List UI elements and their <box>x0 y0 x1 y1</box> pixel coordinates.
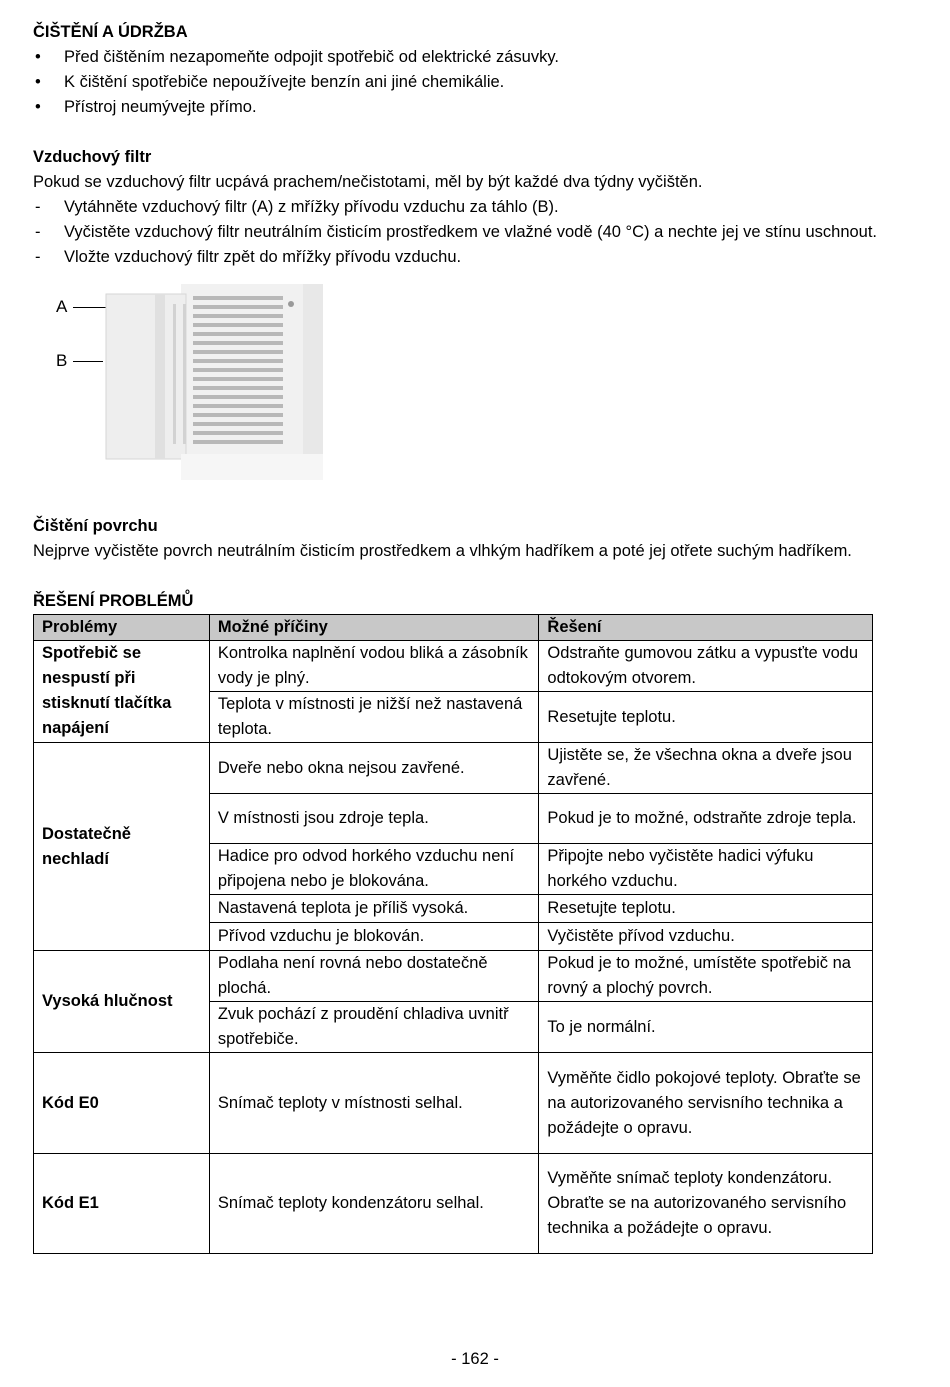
solution-cell: Pokud je to možné, odstraňte zdroje tepla. <box>539 794 873 844</box>
cleaning-bullet-list <box>33 45 898 120</box>
troubleshooting-title: ŘEŠENÍ PROBLÉMŮ <box>33 592 194 610</box>
problem-cell: Kód E0 <box>34 1053 210 1154</box>
surface-title: Čištění povrchu <box>33 517 158 535</box>
column-header: Problémy <box>34 615 210 641</box>
solution-cell: Vyměňte čidlo pokojové teploty. Obraťte se na autorizovaného servisního technika a požádejte o opravu. <box>539 1053 873 1154</box>
filter-step: - Vytáhněte vzduchový filtr (A) z mřížky přívodu vzduchu za táhlo (B). <box>33 195 898 220</box>
cause-cell: Teplota v místnosti je nižší než nastavená teplota. <box>209 692 539 743</box>
table-header-row <box>34 615 873 641</box>
cause-cell: Snímač teploty v místnosti selhal. <box>209 1053 539 1154</box>
bullet-item: • Přístroj neumývejte přímo. <box>33 95 898 120</box>
figure-label-b: B <box>56 351 68 370</box>
cause-cell: Kontrolka naplnění vodou bliká a zásobník vody je plný. <box>209 641 539 692</box>
surface-text: Nejprve vyčistěte povrch neutrálním čisticím prostředkem a vlhkým hadříkem a poté jej otřete suchým hadříkem. <box>33 542 852 560</box>
filter-steps-list <box>33 195 898 270</box>
column-header: Řešení <box>539 615 873 641</box>
page-number: - 162 - <box>451 1350 499 1368</box>
table-row <box>34 951 873 1002</box>
filter-step: - Vyčistěte vzduchový filtr neutrálním čisticím prostředkem ve vlažné vodě (40 °C) a nechte jej ve stínu uschnout. <box>33 220 898 245</box>
cause-cell: Podlaha není rovná nebo dostatečně plochá. <box>209 951 539 1002</box>
cause-cell: Dveře nebo okna nejsou zavřené. <box>209 743 539 794</box>
column-header: Možné příčiny <box>209 615 539 641</box>
solution-cell: Vyměňte snímač teploty kondenzátoru. Obraťte se na autorizovaného servisního technika a požádejte o opravu. <box>539 1154 873 1254</box>
solution-cell: Vyčistěte přívod vzduchu. <box>539 923 873 951</box>
filter-title: Vzduchový filtr <box>33 148 152 166</box>
table-row <box>34 1053 873 1154</box>
cause-cell: Snímač teploty kondenzátoru selhal. <box>209 1154 539 1254</box>
solution-cell: Resetujte teplotu. <box>539 692 873 743</box>
section-title-cleaning: ČIŠTĚNÍ A ÚDRŽBA <box>33 23 188 41</box>
table-row <box>34 743 873 794</box>
air-conditioner-grille-icon <box>103 284 333 480</box>
cause-cell: Přívod vzduchu je blokován. <box>209 923 539 951</box>
problem-cell: Kód E1 <box>34 1154 210 1254</box>
air-filter-illustration <box>33 284 333 484</box>
solution-cell: Pokud je to možné, umístěte spotřebič na rovný a plochý povrch. <box>539 951 873 1002</box>
cause-cell: Hadice pro odvod horkého vzduchu není připojena nebo je blokována. <box>209 844 539 895</box>
cause-cell: V místnosti jsou zdroje tepla. <box>209 794 539 844</box>
solution-cell: Resetujte teplotu. <box>539 895 873 923</box>
bullet-item: • Před čištěním nezapomeňte odpojit spotřebič od elektrické zásuvky. <box>33 45 898 70</box>
troubleshooting-table <box>33 614 873 1254</box>
problem-cell: Dostatečně nechladí <box>34 743 210 951</box>
problem-cell: Vysoká hlučnost <box>34 951 210 1053</box>
solution-cell: Připojte nebo vyčistěte hadici výfuku horkého vzduchu. <box>539 844 873 895</box>
cause-cell: Nastavená teplota je příliš vysoká. <box>209 895 539 923</box>
cause-cell: Zvuk pochází z proudění chladiva uvnitř spotřebiče. <box>209 1002 539 1053</box>
solution-cell: To je normální. <box>539 1002 873 1053</box>
table-row <box>34 1154 873 1254</box>
callout-line-b <box>73 361 103 362</box>
problem-cell: Spotřebič se nespustí při stisknutí tlačítka napájení <box>34 641 210 743</box>
bullet-item: • K čištění spotřebiče nepoužívejte benzín ani jiné chemikálie. <box>33 70 898 95</box>
filter-step: - Vložte vzduchový filtr zpět do mřížky přívodu vzduchu. <box>33 245 898 270</box>
filter-intro: Pokud se vzduchový filtr ucpává prachem/nečistotami, měl by být každé dva týdny vyčištěn. <box>33 173 703 191</box>
page <box>33 20 898 1254</box>
solution-cell: Odstraňte gumovou zátku a vypusťte vodu odtokovým otvorem. <box>539 641 873 692</box>
solution-cell: Ujistěte se, že všechna okna a dveře jsou zavřené. <box>539 743 873 794</box>
table-row <box>34 641 873 692</box>
figure-label-a: A <box>56 297 68 316</box>
